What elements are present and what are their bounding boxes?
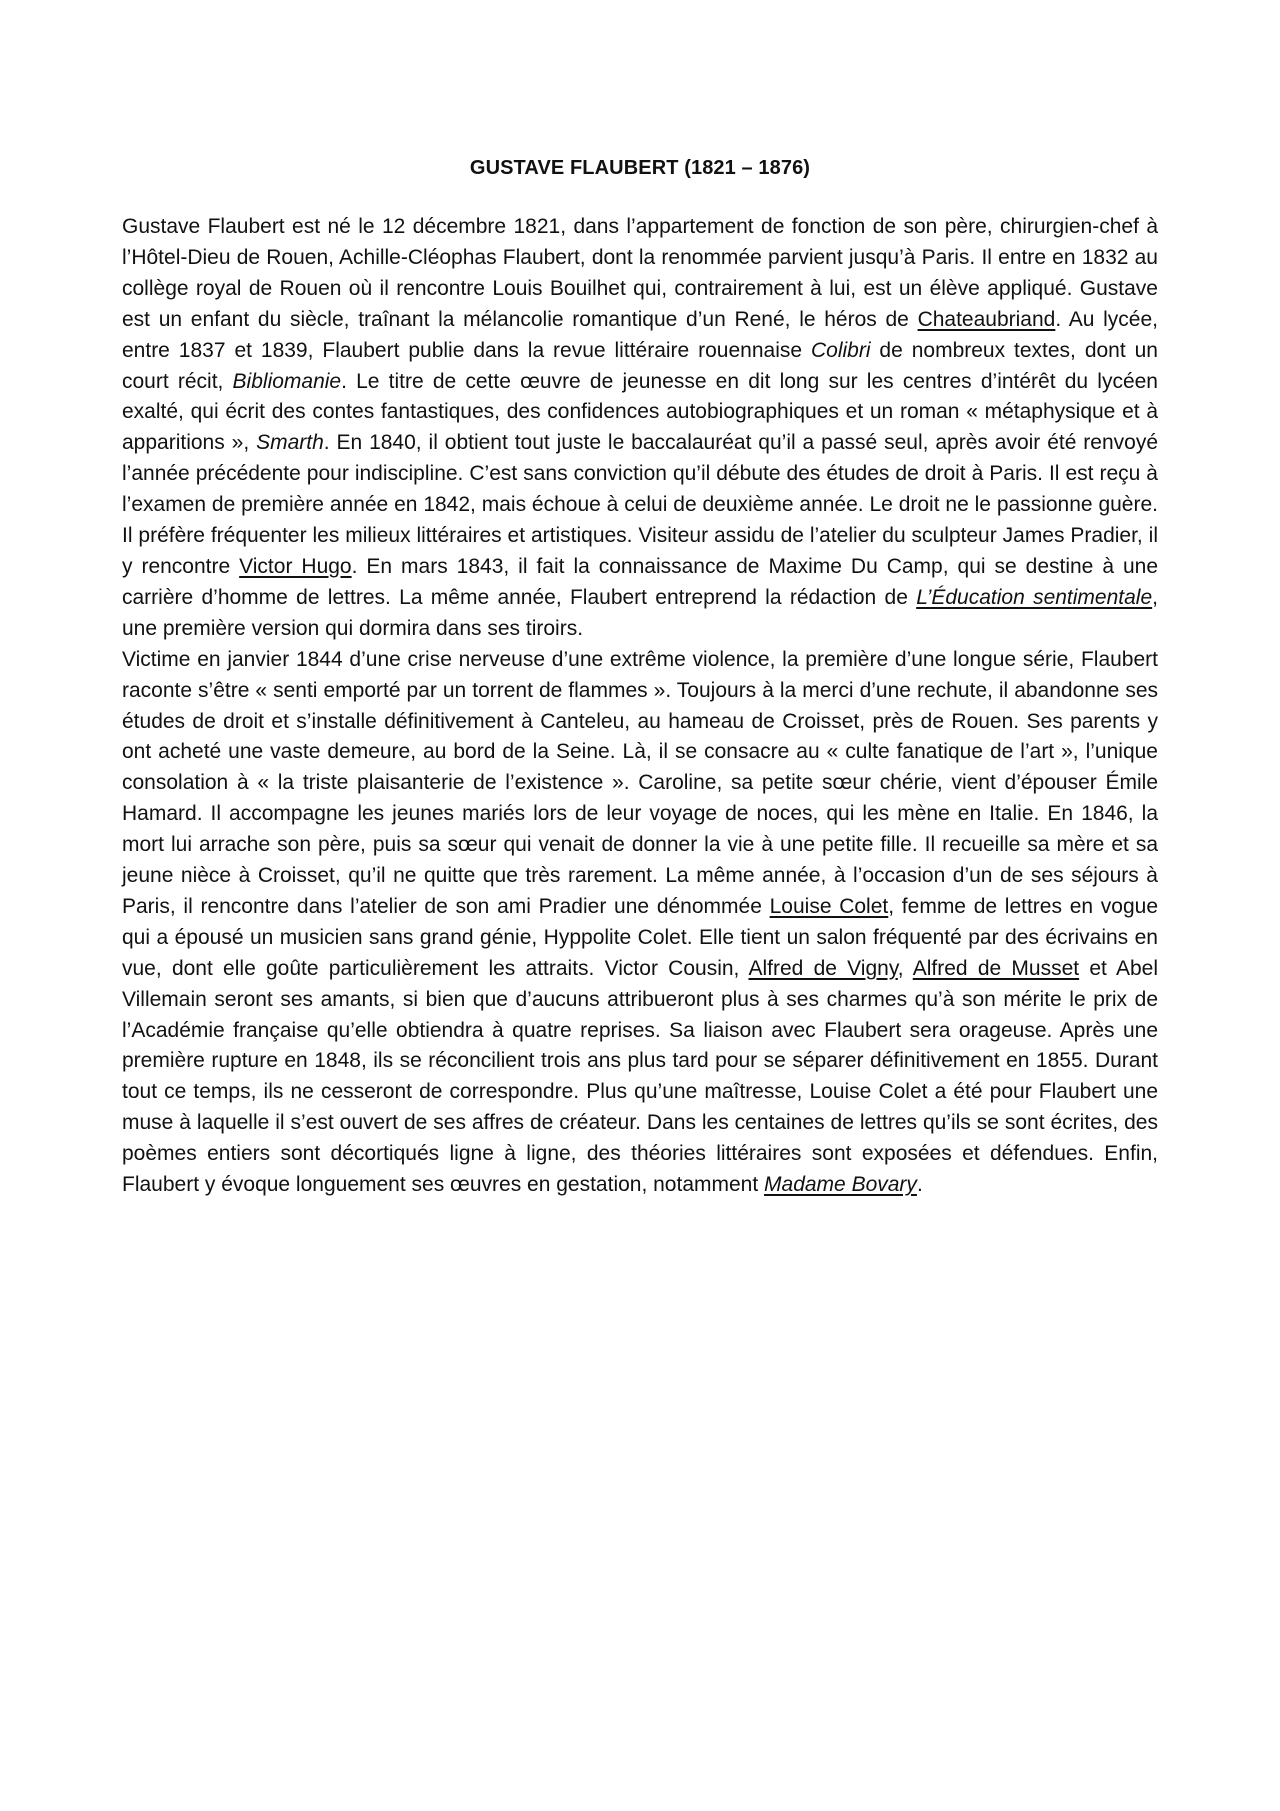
text-run: . Le titre de cette œuvre de jeunesse en dit long sur les centres d’intérêt du lycéen exalté, qui écrit des contes fantastiques, des confidences autobiographiques et un roman « métaphysique et à apparitions », (122, 369, 1158, 455)
link-chateaubriand[interactable]: Chateaubriand (917, 307, 1056, 331)
link-alfred-de-vigny[interactable]: Alfred de Vigny (748, 956, 898, 980)
link-education-sentimentale[interactable] (916, 586, 1152, 609)
text-run: . En mars 1843, il fait la connaissance de Maxime Du Camp, qui se destine à une carrière d’homme de lettres. La même année, Flaubert entreprend la rédaction de (122, 554, 1158, 609)
text-run: et Abel Villemain seront ses amants, si bien que d’aucuns attribueront plus à ses charmes qu’à son mérite le prix de l’Académie française qu’elle obtiendra à quatre reprises. Sa liaison avec Flaubert sera orageuse. Après une première rupture en 1848, ils se réconcilient trois ans plus tard pour se séparer définitivement en 1855. Durant tout ce temps, ils ne cesseront de correspondre. Plus qu’une maîtresse, Louise Colet a été pour Flaubert une muse à laquelle il s’est ouvert de ses affres de créateur. Dans les centaines de lettres qu’ils se sont écrites, des poèmes entiers sont décortiqués ligne à ligne, des théories littéraires sont exposées et défendues. Enfin, Flaubert y évoque longuement ses œuvres en gestation, notamment (122, 956, 1159, 1197)
text-run: . (916, 1173, 923, 1197)
title-colibri: Colibri (810, 338, 871, 362)
link-alfred-de-musset[interactable]: Alfred de Musset (912, 956, 1080, 980)
text-run: , une première version qui dormira dans ses tiroirs. (122, 585, 1158, 640)
text-run: , femme de lettres en vogue qui a épousé un musicien sans grand génie, Hyppolite Colet. Elle tient un salon fréquenté par des écrivains en vue, dont elle goûte particulièrement les attraits. Victor Cousin, (122, 894, 1158, 980)
paragraph-early-life (122, 212, 1158, 645)
link-louise-colet[interactable]: Louise Colet (769, 894, 889, 918)
biography-text (122, 212, 1158, 1201)
text-run: Gustave Flaubert est né le 12 décembre 1821, dans l’appartement de fonction de son père, chirurgien-chef à l’Hôtel-Dieu de Rouen, Achille-Cléophas Flaubert, dont la renommée parvient jusqu’à Paris. Il entre en 1832 au collège royal de Rouen où il rencontre Louis Bouilhet qui, contrairement à lui, est un élève appliqué. Gustave est un enfant du siècle, traînant la mélancolie romantique d’un René, le héros de (122, 215, 1158, 331)
link-madame-bovary[interactable] (764, 1173, 917, 1196)
link-victor-hugo[interactable]: Victor Hugo (239, 554, 352, 578)
paragraph-croisset (122, 645, 1158, 1201)
text-run: . Au lycée, entre 1837 et 1839, Flaubert publie dans la revue littéraire rouennaise (122, 307, 1159, 362)
text-run: . En 1840, il obtient tout juste le baccalauréat qu’il a passé seul, après avoir été renvoyé l’année précédente pour indiscipline. C’est sans conviction qu’il débute des études de droit à Paris. Il est reçu à l’examen de première année en 1842, mais échoue à celui de deuxième année. Le droit ne le passionne guère. Il préfère fréquenter les milieux littéraires et artistiques. Visiteur assidu de l’atelier du sculpteur James Pradier, il y rencontre (122, 431, 1158, 578)
link-madame-bovary-label: Madame Bovary (764, 1173, 917, 1197)
title-smarth: Smarth (256, 431, 324, 455)
link-education-label: L’Éducation sentimentale (916, 585, 1153, 609)
text-run: , (897, 956, 913, 980)
title-bibliomanie: Bibliomanie (232, 369, 342, 393)
page-title: GUSTAVE FLAUBERT (1821 – 1876) (469, 157, 811, 179)
text-run: de nombreux textes, dont un court récit, (122, 338, 1158, 393)
text-run: Victime en janvier 1844 d’une crise nerveuse d’une extrême violence, la première d’une longue série, Flaubert raconte s’être « senti emporté par un torrent de flammes ». Toujours à la merci d’une rechute, il abandonne ses études de droit et s’installe définitivement à Canteleu, au hameau de Croisset, près de Rouen. Ses parents y ont acheté une vaste demeure, au bord de la Seine. Là, il se consacre au « culte fanatique de l’art », l’unique consolation à « la triste plaisanterie de l’existence ». Caroline, sa petite sœur chérie, vient d’épouser Émile Hamard. Il accompagne les jeunes mariés lors de leur voyage de noces, qui les mène en Italie. En 1846, la mort lui arrache son père, puis sa sœur qui venait de donner la vie à une petite fille. Il recueille sa mère et sa jeune nièce à Croisset, qu’il ne quitte que très rarement. La même année, à l’occasion d’un de ses séjours à Paris, il rencontre dans l’atelier de son ami Pradier une dénommée (122, 647, 1158, 918)
